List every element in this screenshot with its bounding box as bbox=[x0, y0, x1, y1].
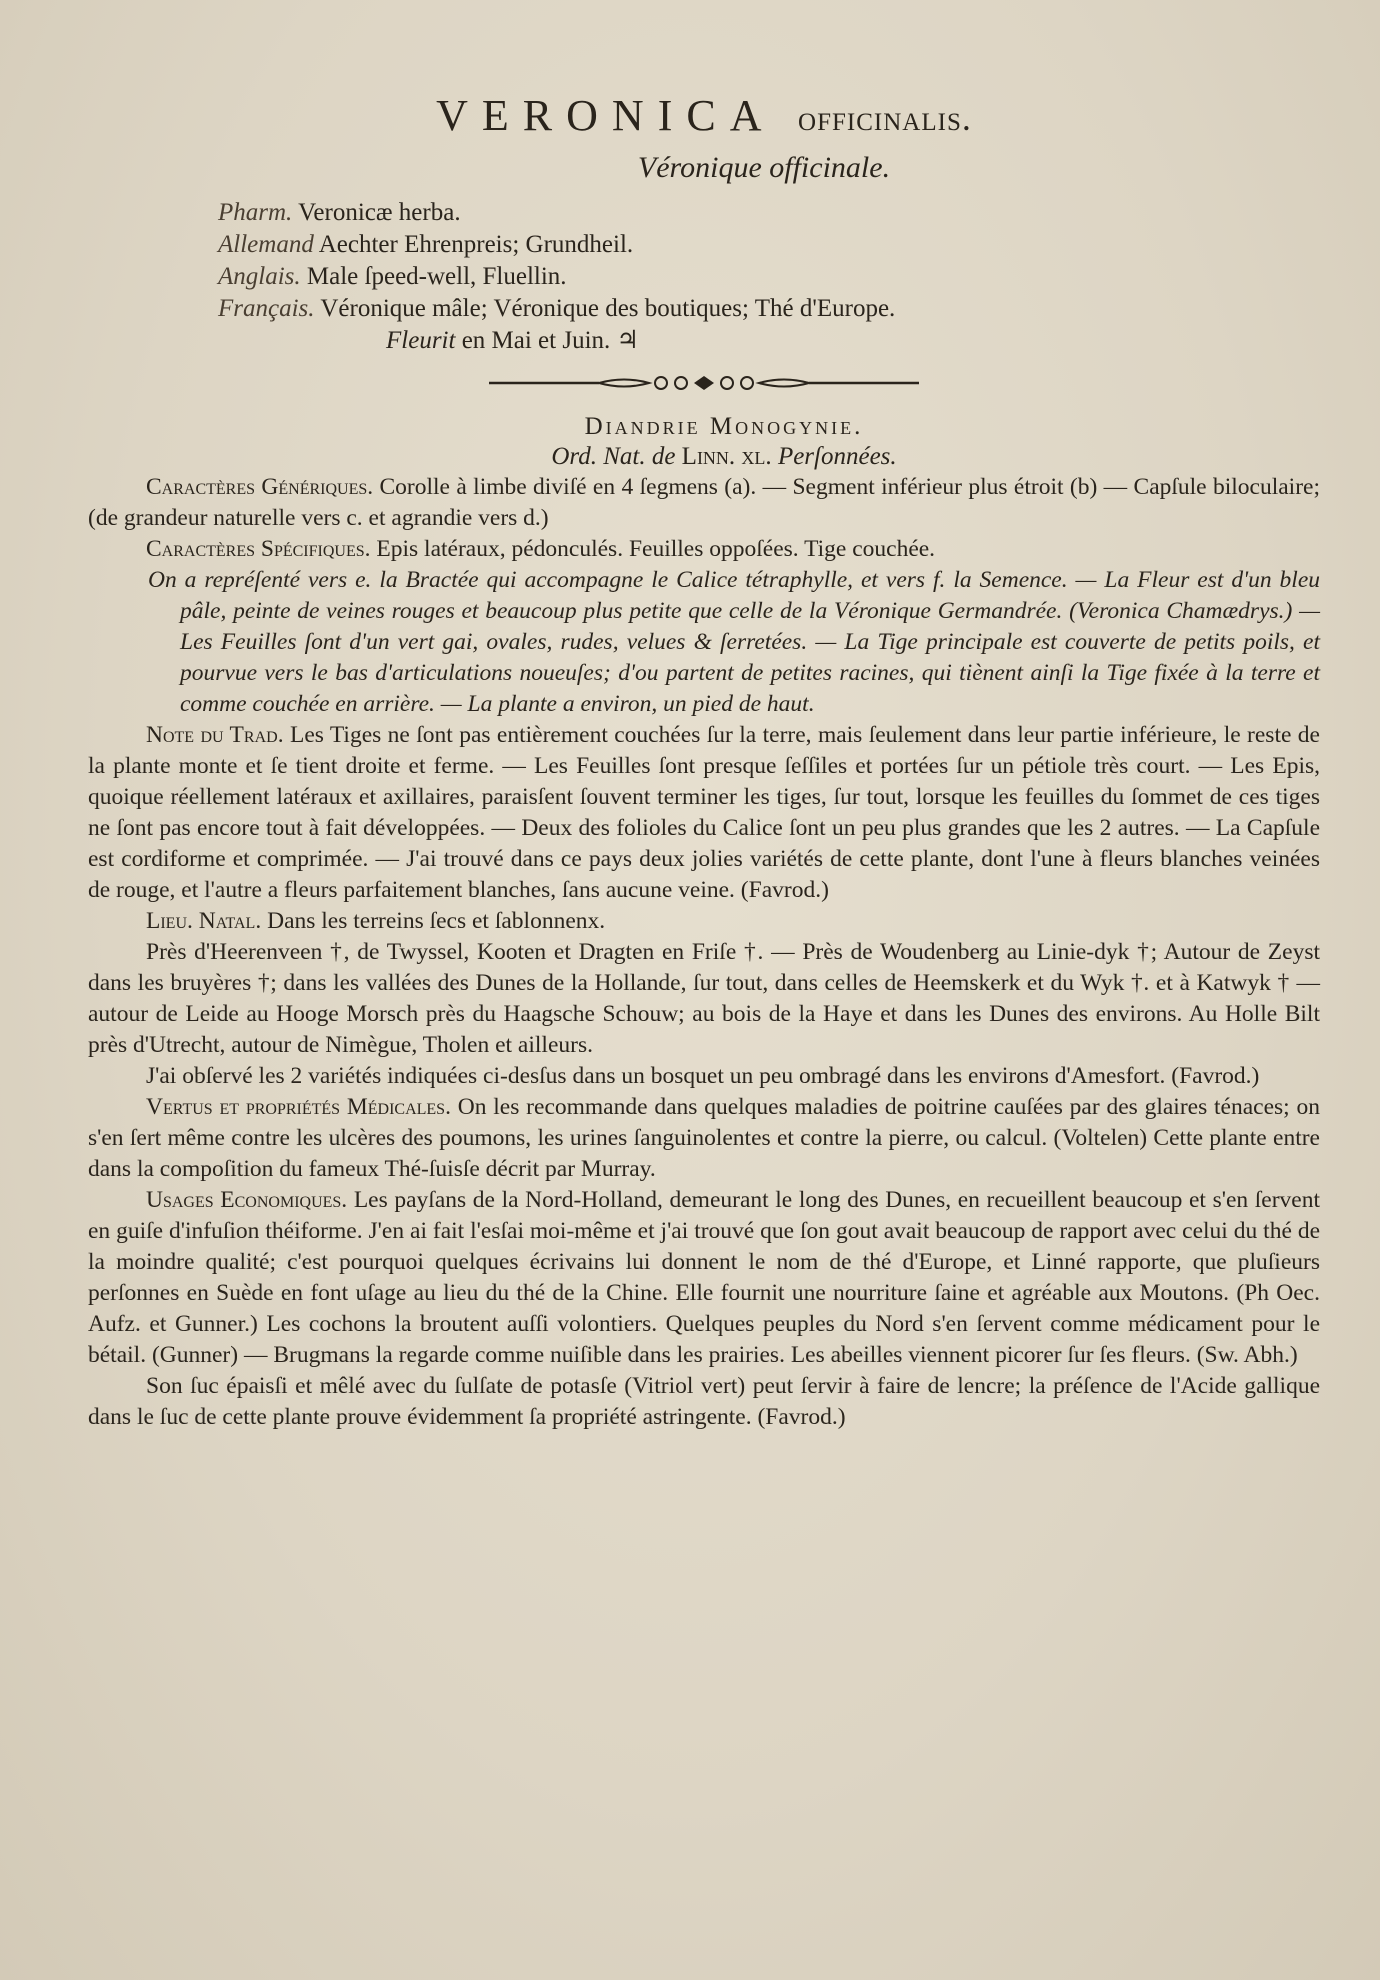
section-label: Note du Trad. bbox=[146, 722, 284, 748]
flowering-line bbox=[386, 325, 1320, 357]
vernacular-names bbox=[218, 197, 1320, 357]
section-text: Epis latéraux, pédonculés. Feuilles oppoſées. Tige couchée. bbox=[376, 536, 936, 562]
name-text: Male ſpeed-well, Fluellin. bbox=[306, 263, 567, 290]
species-name: officinalis. bbox=[798, 98, 972, 138]
name-text: Véronique mâle; Véronique des boutiques; Thé d'Europe. bbox=[320, 295, 896, 322]
specific-characters bbox=[88, 534, 1320, 565]
name-label: Pharm. bbox=[218, 199, 293, 226]
medical-virtues bbox=[88, 1092, 1320, 1185]
name-label: Anglais. bbox=[218, 263, 301, 290]
page-content bbox=[88, 90, 1320, 1433]
economic-uses bbox=[88, 1185, 1320, 1371]
translator-note bbox=[88, 720, 1320, 906]
french-name: Véronique officinale. bbox=[637, 151, 891, 184]
name-line bbox=[218, 197, 1320, 229]
name-text: Aechter Ehrenpreis; Grundheil. bbox=[318, 231, 634, 258]
natural-habitat bbox=[88, 906, 1320, 937]
name-label: Allemand bbox=[218, 231, 314, 258]
section-label: Vertus et propriétés Médicales. bbox=[146, 1094, 451, 1120]
ornament-divider bbox=[88, 373, 1320, 398]
classification-order bbox=[88, 442, 1320, 472]
observed-varieties: J'ai obſervé les 2 variétés indiquées ci-desſus dans un bosquet un peu ombragé dans les environs d'Amesfort. (Favrod.) bbox=[146, 1063, 1260, 1089]
section-text: Les Tiges ne ſont pas entièrement couchées ſur la terre, mais ſeulement dans leur partie inférieure, le reste de la plante monte et ſe tient droite et ferme. — Les Feuilles ſont presque ſeſſiles et portées ſur un pétiole très court. — Les Epis, quoique réellement latéraux et axillaires, paraisſent ſouvent terminer les tiges, ſur tout, lorsque les feuilles du ſommet de ces tiges ne ſont pas encore tout à fait développées. — Deux des folioles du Calice ſont un peu plus grandes que les 2 autres. — La Capſule est cordiforme et comprimée. — J'ai trouvé dans ce pays deux jolies variétés de cette plante, dont l'une à fleurs blanches veinées de rouge, et l'autre a fleurs parfaitement blanches, ſans aucune veine. (Favrod.) bbox=[88, 722, 1320, 903]
section-text: On les recommande dans quelques maladies de poitrine cauſées par des glaires ténaces; on s'en ſert même contre les ulcères des poumons, les urines ſanguinolentes et contre la pierre, ou calcul. (Voltelen) Cette plante entre dans la compoſition du fameux Thé-ſuisſe décrit par Murray. bbox=[88, 1094, 1320, 1182]
section-label: Caractères Génériques. bbox=[146, 474, 374, 500]
localities: Près d'Heerenveen †, de Twyssel, Kooten et Dragten en Friſe †. — Près de Woudenberg au Linie-dyk †; Autour de Zeyst dans les bruyères †; dans les vallées des Dunes de la Hollande, ſur tout, dans celles de Heemskerk et du Wyk †. et à Katwyk † — autour de Leide au Hooge Morsch près du Haagsche Schouw; au bois de la Haye et dans les Dunes des environs. Au Holle Bilt près d'Utrecht, autour de Nimègue, Tholen et ailleurs. bbox=[88, 939, 1320, 1058]
section-label: Caractères Spécifiques. bbox=[146, 536, 371, 562]
page-title bbox=[88, 90, 1320, 141]
section-text: Corolle à limbe diviſé en 4 ſegmens (a). — Segment inférieur plus étroit (b) — Capſule biloculaire; (de grandeur naturelle vers c. et agrandie vers d.) bbox=[88, 474, 1320, 531]
name-line bbox=[218, 261, 1320, 293]
order-prefix: Ord. Nat. de bbox=[551, 443, 676, 470]
section-label: Lieu. Natal. bbox=[146, 908, 262, 934]
flowering-label: Fleurit bbox=[386, 327, 456, 354]
order-linn: Linn. xl. bbox=[681, 443, 772, 470]
order-family: Perſonnées. bbox=[777, 443, 897, 470]
name-line bbox=[218, 229, 1320, 261]
name-label: Français. bbox=[218, 295, 315, 322]
generic-characters bbox=[88, 472, 1320, 534]
classification-class: Diandrie Monogynie. bbox=[584, 413, 864, 440]
flowering-text: en Mai et Juin. ♃ bbox=[461, 327, 639, 354]
ink-use: Son ſuc épaisſi et mêlé avec du ſulſate de potasſe (Vitriol vert) peut ſervir à faire de lencre; la préſence de l'Acide gallique dans le ſuc de cette plante prouve évidemment ſa propriété astringente. (Favrod.) bbox=[88, 1373, 1320, 1430]
name-text: Veronicæ herba. bbox=[298, 199, 461, 226]
section-text: Dans les terreins ſecs et ſablonnenx. bbox=[267, 908, 606, 934]
ornament-divider-icon bbox=[489, 373, 919, 393]
section-text: Les payſans de la Nord-Holland, demeurant le long des Dunes, en recueillent beaucoup et s'en ſervent en guiſe d'infuſion théiforme. J'en ai fait l'esſai moi-même et j'ai trouvé que ſon gout avait beaucoup de rapport avec celui du thé de la moindre qualité; c'est pourquoi quelques écrivains lui donnent le nom de thé d'Europe, et Linné rapporte, que pluſieurs perſonnes en Suède en font uſage au lieu du thé de la Chine. Elle fournit une nourriture ſaine et agréable aux Moutons. (Ph Oec. Aufz. et Gunner.) Les cochons la broutent auſſi volontiers. Quelques peuples du Nord s'en ſervent comme médicament pour le bétail. (Gunner) — Brugmans la regarde comme nuiſible dans les prairies. Les abeilles viennent picorer ſur ſes fleurs. (Sw. Abh.) bbox=[88, 1187, 1321, 1368]
name-line bbox=[218, 293, 1320, 325]
plate-description: On a repréſenté vers e. la Bractée qui accompagne le Calice tétraphylle, et vers f. la Semence. — La Fleur est d'un bleu pâle, peinte de veines rouges et beaucoup plus petite que celle de la Véronique Germandrée. (Veronica Chamædrys.) — Les Feuilles ſont d'un vert gai, ovales, rudes, velues & ſerretées. — La Tige principale est couverte de petits poils, et pourvue vers le bas d'articulations noueuſes; d'ou partent de petites racines, qui tiènent ainſi la Tige fixée à la terre et comme couchée en arrière. — La plante a environ, un pied de haut. bbox=[148, 567, 1320, 717]
section-label: Usages Economiques. bbox=[146, 1187, 348, 1213]
genus-name: VERONICA bbox=[436, 91, 774, 140]
